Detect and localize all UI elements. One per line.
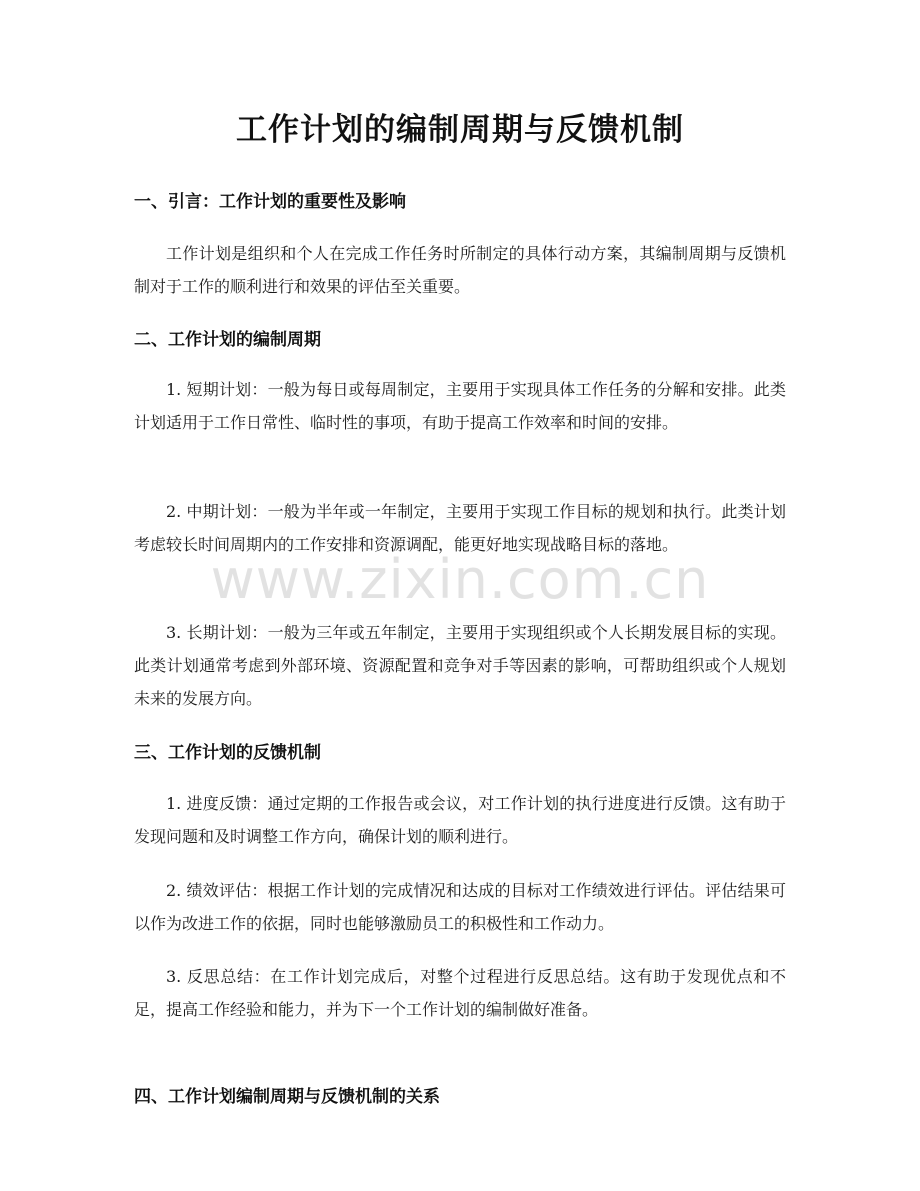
paragraph-long-term-plan: 3. 长期计划：一般为三年或五年制定，主要用于实现组织或个人长期发展目标的实现。此类计划通常考虑到外部环境、资源配置和竞争对手等因素的影响，可帮助组织或个人规划未来的发展方向。 bbox=[134, 623, 786, 708]
section-heading-feedback-mechanism: 三、工作计划的反馈机制 bbox=[134, 743, 321, 763]
section-heading-relationship: 四、工作计划编制周期与反馈机制的关系 bbox=[134, 1087, 440, 1107]
paragraph-performance-evaluation: 2. 绩效评估：根据工作计划的完成情况和达成的目标对工作绩效进行评估。评估结果可以作为改进工作的依据，同时也能够激励员工的积极性和工作动力。 bbox=[134, 881, 786, 933]
section-heading-introduction: 一、引言：工作计划的重要性及影响 bbox=[134, 192, 406, 212]
paragraph-reflection-summary: 3. 反思总结：在工作计划完成后，对整个过程进行反思总结。这有助于发现优点和不足，提高工作经验和能力，并为下一个工作计划的编制做好准备。 bbox=[134, 967, 786, 1019]
document-title: 工作计划的编制周期与反馈机制 bbox=[236, 112, 684, 148]
section-heading-planning-cycle: 二、工作计划的编制周期 bbox=[134, 330, 321, 350]
watermark: www.zixin.com.cn bbox=[210, 548, 710, 611]
paragraph-progress-feedback: 1. 进度反馈：通过定期的工作报告或会议，对工作计划的执行进度进行反馈。这有助于发现问题和及时调整工作方向，确保计划的顺利进行。 bbox=[134, 794, 786, 846]
paragraph-mid-term-plan: 2. 中期计划：一般为半年或一年制定，主要用于实现工作目标的规划和执行。此类计划考虑较长时间周期内的工作安排和资源调配，能更好地实现战略目标的落地。 bbox=[134, 502, 786, 554]
paragraph-short-term-plan: 1. 短期计划：一般为每日或每周制定，主要用于实现具体工作任务的分解和安排。此类计划适用于工作日常性、临时性的事项，有助于提高工作效率和时间的安排。 bbox=[134, 380, 786, 432]
paragraph-introduction: 工作计划是组织和个人在完成工作任务时所制定的具体行动方案，其编制周期与反馈机制对于工作的顺利进行和效果的评估至关重要。 bbox=[134, 244, 786, 296]
